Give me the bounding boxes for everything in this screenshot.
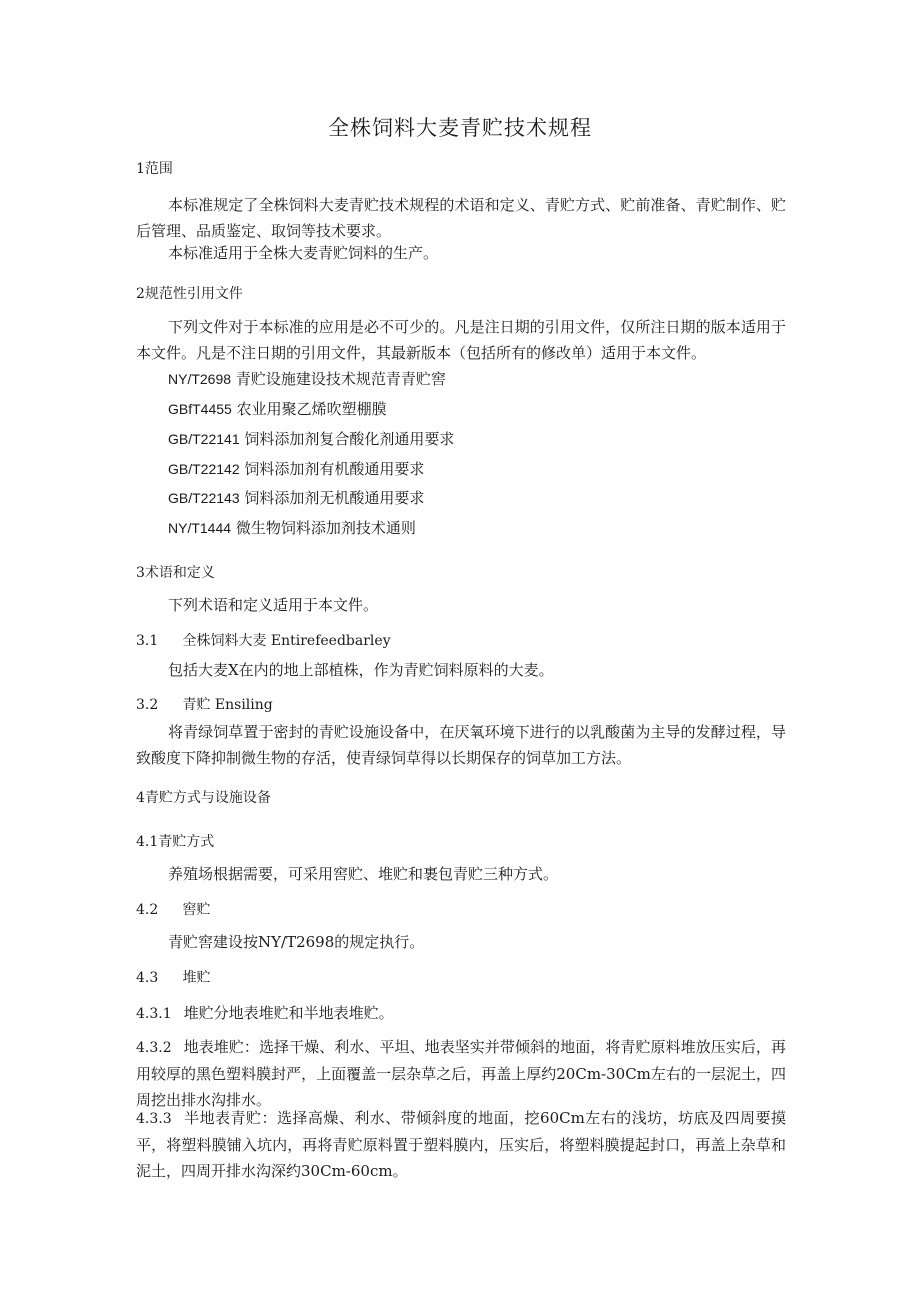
section-2-heading: 2规范性引用文件 [136,286,243,302]
reference-title: 青贮设施建设技术规范青青贮窖 [235,370,446,388]
reference-title: 饲料添加剂有机酸通用要求 [244,460,425,478]
section-4-heading: 4青贮方式与设施设备 [136,790,271,806]
reference-title: 农业用聚乙烯吹塑棚膜 [236,400,387,418]
section-2-paragraph: 下列文件对于本标准的应用是必不可少的。凡是注日期的引用文件，仅所注日期的版本适用于本文件。凡是不注日期的引用文件，其最新版本（包括所有的修改单）适用于本文件。 [136,318,786,362]
section-3-intro: 下列术语和定义适用于本文件。 [168,596,379,614]
reference-item [168,428,454,449]
clause-number: 3.2 [136,697,159,713]
term-name: 全株饲料大麦 Entirefeedbarley [182,633,391,649]
clause-text: 地表堆贮：选择干燥、利水、平坦、地表坚实并带倾斜的地面，将青贮原料堆放压实后，再用较厚的黑色塑料膜封严，上面覆盖一层杂草之后，再盖上厚约20Cm-30Cm左右的一层泥土，四周挖出排水沟排水。 [136,1038,786,1109]
clause-4-3-1 [136,1000,786,1027]
clause-4-3-heading [136,967,210,987]
reference-item [168,398,387,419]
reference-code: NY/T1444 [168,520,232,536]
term-3-2-heading [136,694,273,714]
section-3-heading: 3术语和定义 [136,565,215,581]
section-1-paragraph-1: 本标准规定了全株饲料大麦青贮技术规程的术语和定义、青贮方式、贮前准备、青贮制作、贮后管理、品质鉴定、取饲等技术要求。 [136,196,786,240]
reference-code: GB/T22143 [168,490,240,506]
clause-4-3-3 [136,1105,786,1184]
clause-title: 窖贮 [182,902,211,918]
clause-number: 4.3.1 [136,1006,172,1022]
clause-4-3-2 [136,1034,786,1113]
clause-text: 半地表青贮：选择高燥、利水、带倾斜度的地面，挖60Cm左右的浅坊，坊底及四周要摸平，将塑料膜铺入坑内，再将青贮原料置于塑料膜内，压实后，将塑料膜提起封口，再盖上杂草和泥土，四周开排水沟深约30Cm-60cm。 [136,1109,786,1180]
document-title: 全株饲料大麦青贮技术规程 [328,116,592,140]
reference-code: GBfT4455 [168,401,232,417]
reference-title: 饲料添加剂无机酸通用要求 [244,489,425,507]
reference-code: GB/T22141 [168,431,240,447]
reference-item [168,458,424,479]
clause-number: 3.1 [136,633,159,649]
term-3-2-definition: 将青绿饲草置于密封的青贮设施设备中，在厌氧环境下进行的以乳酸菌为主导的发酵过程，导致酸度下降抑制微生物的存活，使青绿饲草得以长期保存的饲草加工方法。 [136,723,786,767]
reference-item [168,517,416,538]
reference-title: 微生物饲料添加剂技术通则 [235,519,416,537]
clause-4-1-heading: 4.1青贮方式 [136,834,215,850]
term-3-1-heading [136,630,391,650]
reference-code: NY/T2698 [168,371,232,387]
clause-number: 4.3.2 [136,1040,172,1056]
clause-number: 4.3.3 [136,1111,172,1127]
reference-code: GB/T22142 [168,461,240,477]
section-1-paragraph-2: 本标准适用于全株大麦青贮饲料的生产。 [168,244,439,262]
section-1-heading: 1范围 [136,161,173,177]
reference-title: 饲料添加剂复合酸化剂通用要求 [244,430,455,448]
clause-number: 4.2 [136,902,159,918]
clause-4-2-heading [136,899,210,919]
clause-title: 堆贮 [182,970,211,986]
clause-number: 4.3 [136,970,159,986]
term-3-1-definition: 包括大麦X在内的地上部植株，作为青贮饲料原料的大麦。 [168,661,554,679]
reference-item [168,487,424,508]
clause-4-1-text: 养殖场根据需要，可采用窖贮、堆贮和裹包青贮三种方式。 [168,865,559,883]
term-name: 青贮 Ensiling [182,697,273,713]
reference-item [168,368,446,389]
clause-text: 堆贮分地表堆贮和半地表堆贮。 [183,1004,394,1022]
clause-4-2-text: 青贮窖建设按NY/T2698的规定执行。 [168,933,425,951]
